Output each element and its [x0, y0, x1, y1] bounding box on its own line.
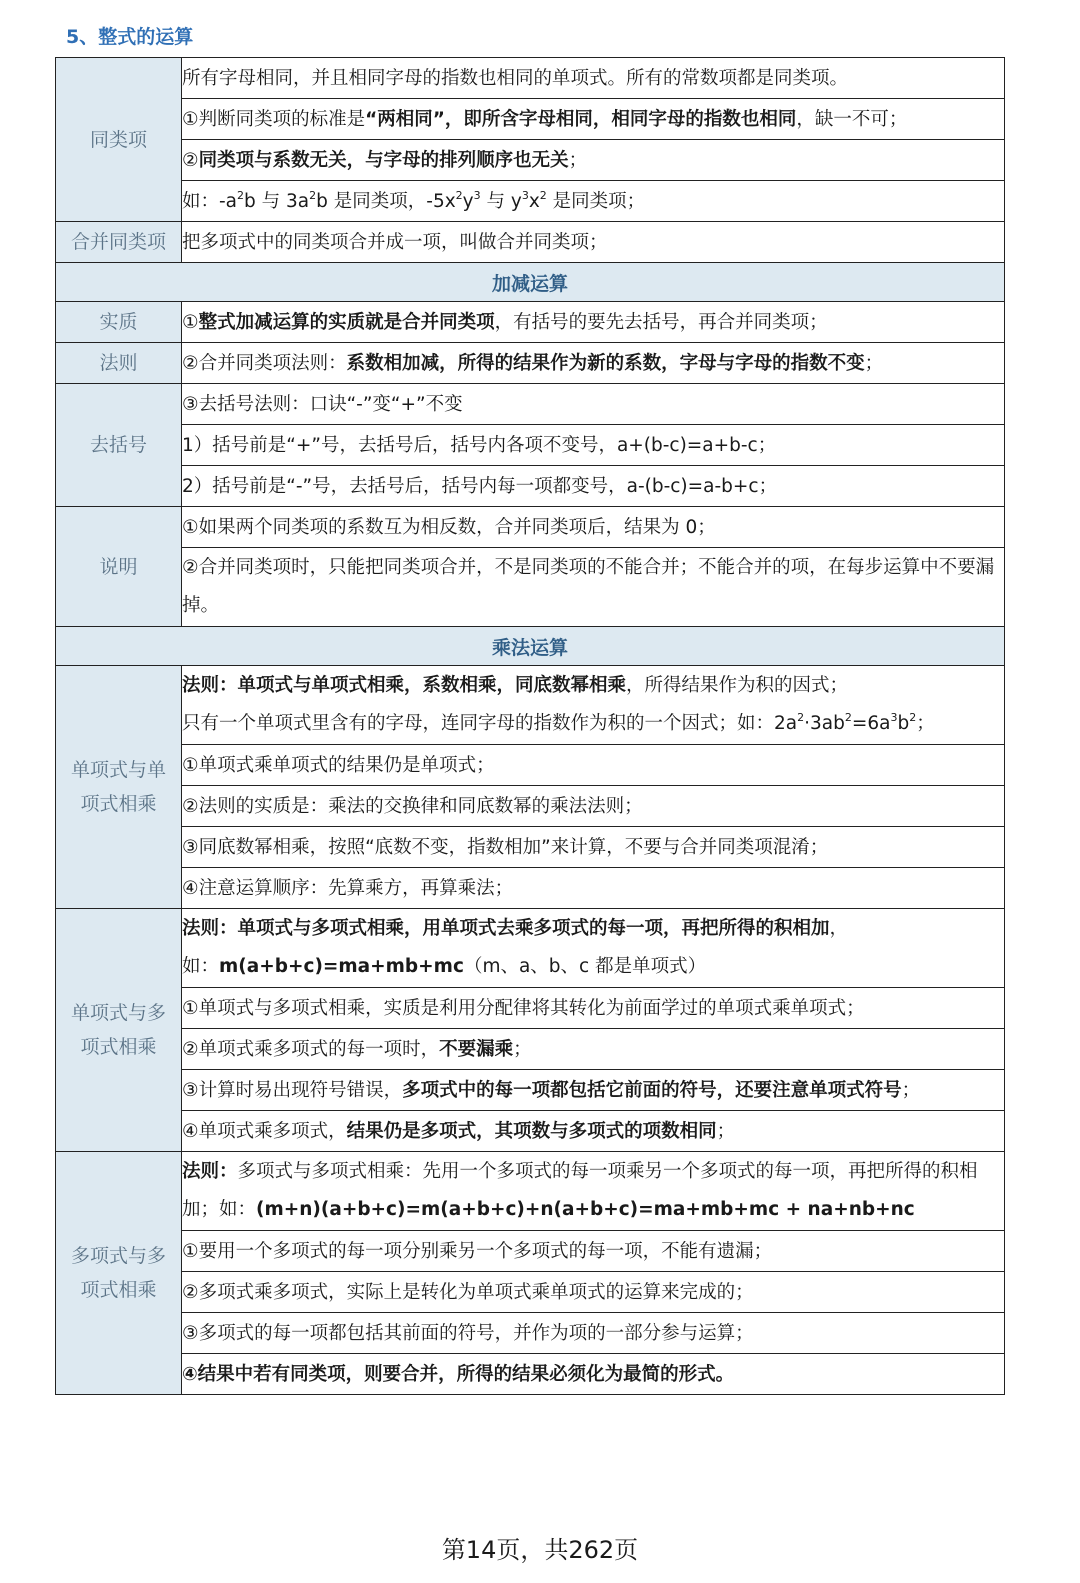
category-duo-duo: 多项式与多项式相乘: [56, 1152, 182, 1395]
row-dd2: ①单项式乘单项式的结果仍是单项式；: [182, 745, 1005, 786]
row-tl4: 如：$-a^2b$ 与 $3a^2b$ 是同类项，$-5x^2y^3$ 与 $y^3x^2$ 是同类项；: [182, 181, 1005, 222]
row-qk3: 2）括号前是“-”号，去括号后，括号内每一项都变号，a-(b-c)=a-b+c；: [182, 466, 1005, 507]
row-mm3: ②多项式乘多项式，实际上是转化为单项式乘单项式的运算来完成的；: [182, 1272, 1005, 1313]
polynomial-operations-table: [55, 57, 1005, 1395]
row-dm1: 法则：单项式与多项式相乘，用单项式去乘多项式的每一项，再把所得的积相加， 如：m(a+b+c)=ma+mb+mc（m、a、b、c 都是单项式）: [182, 909, 1005, 988]
page-footer: 第14页，共262页: [441, 1536, 639, 1564]
row-dm5: ④单项式乘多项式，结果仍是多项式，其项数与多项式的项数相同；: [182, 1111, 1005, 1152]
category-tongleixiang: 同类项: [56, 58, 182, 222]
row-dm4: ③计算时易出现符号错误，多项式中的每一项都包括它前面的符号，还要注意单项式符号；: [182, 1070, 1005, 1111]
section-chengfa: 乘法运算: [56, 627, 1005, 666]
category-qukuohao: 去括号: [56, 384, 182, 507]
category-faze: 法则: [56, 343, 182, 384]
row-mm4: ③多项式的每一项都包括其前面的符号，并作为项的一部分参与运算；: [182, 1313, 1005, 1354]
row-dm2: ①单项式与多项式相乘，实质是利用分配律将其转化为前面学过的单项式乘单项式；: [182, 988, 1005, 1029]
row-mm1: 法则：多项式与多项式相乘：先用一个多项式的每一项乘另一个多项式的每一项，再把所得的积相加；如：(m+n)(a+b+c)=m(a+b+c)+n(a+b+c)=ma+mb+mc + na+nb+nc: [182, 1152, 1005, 1231]
row-tl1: 所有字母相同，并且相同字母的指数也相同的单项式。所有的常数项都是同类项。: [182, 58, 1005, 99]
row-qk1: ③去括号法则：口诀“-”变“+”不变: [182, 384, 1005, 425]
row-tl3: ②同类项与系数无关，与字母的排列顺序也无关；: [182, 140, 1005, 181]
row-sz1: ①整式加减运算的实质就是合并同类项，有括号的要先去括号，再合并同类项；: [182, 302, 1005, 343]
section-heading: 5、整式的运算: [66, 26, 194, 48]
row-qk2: 1）括号前是“+”号，去括号后，括号内各项不变号，a+(b-c)=a+b-c；: [182, 425, 1005, 466]
row-sm2: ②合并同类项时，只能把同类项合并，不是同类项的不能合并；不能合并的项，在每步运算中不要漏掉。: [182, 548, 1005, 627]
row-dd1: 法则：单项式与单项式相乘，系数相乘，同底数幂相乘，所得结果作为积的因式； 只有一个单项式里含有的字母，连同字母的指数作为积的一个因式；如：$2a^2\cdot 3ab^2=6a^3b^2$；: [182, 666, 1005, 745]
row-dd4: ③同底数幂相乘，按照“底数不变，指数相加”来计算，不要与合并同类项混淆；: [182, 827, 1005, 868]
row-mm5: ④结果中若有同类项，则要合并，所得的结果必须化为最简的形式。: [182, 1354, 1005, 1395]
row-dd5: ④注意运算顺序：先算乘方，再算乘法；: [182, 868, 1005, 909]
category-hebing: 合并同类项: [56, 222, 182, 263]
row-sm1: ①如果两个同类项的系数互为相反数，合并同类项后，结果为 0；: [182, 507, 1005, 548]
category-shizhi: 实质: [56, 302, 182, 343]
category-dan-dan: 单项式与单项式相乘: [56, 666, 182, 909]
row-dd3: ②法则的实质是：乘法的交换律和同底数幂的乘法法则；: [182, 786, 1005, 827]
row-tl2: ①判断同类项的标准是“两相同”，即所含字母相同，相同字母的指数也相同，缺一不可；: [182, 99, 1005, 140]
section-jiajian: 加减运算: [56, 263, 1005, 302]
row-hb1: 把多项式中的同类项合并成一项，叫做合并同类项；: [182, 222, 1005, 263]
row-fz1: ②合并同类项法则：系数相加减，所得的结果作为新的系数，字母与字母的指数不变；: [182, 343, 1005, 384]
category-shuoming: 说明: [56, 507, 182, 627]
row-mm2: ①要用一个多项式的每一项分别乘另一个多项式的每一项，不能有遗漏；: [182, 1231, 1005, 1272]
category-dan-duo: 单项式与多项式相乘: [56, 909, 182, 1152]
row-dm3: ②单项式乘多项式的每一项时，不要漏乘；: [182, 1029, 1005, 1070]
